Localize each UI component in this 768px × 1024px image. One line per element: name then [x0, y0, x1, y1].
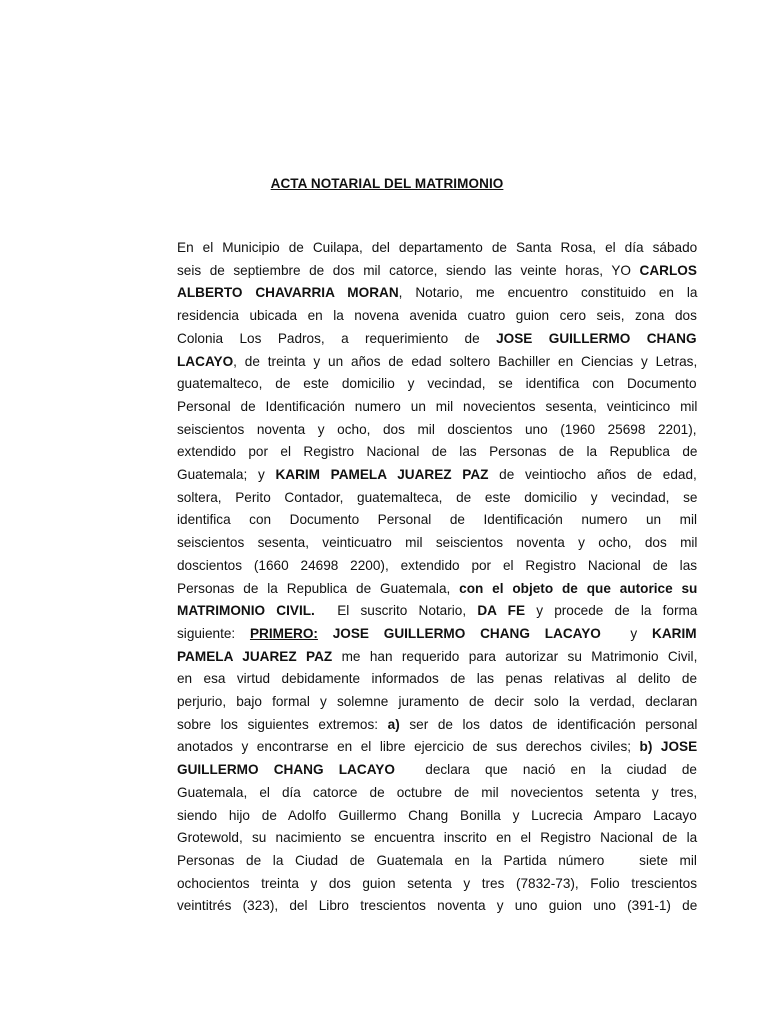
body-text-segment: anotados y encontrarse en el libre ejercicio de sus derechos civiles; [177, 739, 640, 755]
body-text-segment: me han requerido para autorizar su Matrimonio Civil, [332, 648, 698, 664]
body-text-bold: CARLOS [639, 262, 697, 278]
body-text-bold: GUILLERMO CHANG LACAYO [177, 762, 395, 778]
body-text-bold: PAMELA JUAREZ PAZ [177, 648, 333, 664]
body-line [177, 623, 697, 646]
body-text-bold: KARIM [652, 625, 697, 641]
body-line [177, 850, 697, 873]
body-text-segment: y [600, 625, 653, 641]
body-line [177, 827, 697, 850]
body-text-segment: ser de los datos de identificación personal [399, 716, 698, 732]
body-line [177, 736, 697, 759]
body-text-segment: El suscrito Notario, [314, 603, 478, 619]
body-line [177, 328, 697, 351]
body-text-bold: a) [387, 716, 400, 732]
body-line [177, 373, 697, 396]
body-text-segment: Personas de la Republica de Guatemala, [177, 580, 460, 596]
body-line [177, 509, 697, 532]
body-text-bold: ALBERTO CHAVARRIA MORAN [177, 285, 399, 301]
body-text-segment: soltera, Perito Contador, guatemalteca, de este domicilio y vecindad, se [177, 489, 698, 505]
body-text-segment: perjurio, bajo formal y solemne juramento de decir solo la verdad, declaran [177, 694, 698, 710]
body-text-bold: KARIM PAMELA JUAREZ PAZ [275, 467, 489, 483]
body-text-segment: Grotewold, su nacimiento se encuentra inscrito en el Registro Nacional de la [177, 830, 698, 846]
body-text-segment: Colonia Los Padros, a requerimiento de [177, 330, 497, 346]
document-title: ACTA NOTARIAL DEL MATRIMONIO [270, 176, 504, 191]
body-text-bold: con el objeto de que autorice su [459, 580, 698, 596]
body-text-segment: Personal de Identificación numero un mil novecientos sesenta, veinticinco mil [177, 398, 698, 414]
body-line [177, 555, 697, 578]
body-text-bold: JOSE GUILLERMO CHANG [496, 330, 697, 346]
body-line [177, 260, 697, 283]
body-text-segment: declara que nació en la ciudad de [394, 762, 697, 778]
body-text-segment: guatemalteco, de este domicilio y vecindad, se identifica con Documento [177, 376, 697, 392]
body-text-emphasis: PRIMERO: [249, 625, 318, 641]
body-line [177, 714, 697, 737]
body-line [177, 691, 697, 714]
body-text-bold: DA FE [477, 603, 526, 619]
body-text-segment: seis de septiembre de dos mil catorce, siendo las veinte horas, YO [177, 262, 640, 278]
body-text-segment: siendo hijo de Adolfo Guillermo Chang Bonilla y Lucrecia Amparo Lacayo [177, 807, 697, 823]
body-line [177, 441, 697, 464]
body-line [177, 805, 697, 828]
body-line [177, 668, 697, 691]
body-text-segment: Guatemala, el día catorce de octubre de mil novecientos setenta y tres, [177, 784, 698, 800]
body-text-segment: seiscientos sesenta, veinticuatro mil seiscientos noventa y ocho, dos mil [177, 535, 698, 551]
body-line [177, 600, 697, 623]
body-text-segment: veintitrés (323), del Libro trescientos noventa y uno guion uno (391-1) de [177, 898, 698, 914]
body-text-bold: MATRIMONIO CIVIL. [177, 603, 315, 619]
body-text-segment: sobre los siguientes extremos: [177, 716, 388, 732]
body-text-segment: doscientos (1660 24698 2200), extendido por el Registro Nacional de las [177, 557, 698, 573]
body-line [177, 532, 697, 555]
body-text-segment: siguiente: [177, 625, 250, 641]
body-line [177, 646, 697, 669]
body-text-segment: Personas de la Ciudad de Guatemala en la Partida número siete mil [177, 852, 697, 868]
body-line [177, 419, 697, 442]
body-line [177, 487, 697, 510]
body-text-segment: Guatemala; y [177, 467, 276, 483]
body-line [177, 464, 697, 487]
body-text-segment: seiscientos noventa y ocho, dos mil doscientos uno (1960 25698 2201), [177, 421, 697, 437]
body-text-bold: b) JOSE [639, 739, 698, 755]
body-line [177, 782, 697, 805]
body-text-segment: ochocientos treinta y dos guion setenta y tres (7832-73), Folio trescientos [177, 875, 698, 891]
body-text-segment: identifica con Documento Personal de Identificación numero un mil [177, 512, 697, 528]
body-line [177, 759, 697, 782]
body-line [177, 873, 697, 896]
body-line [177, 237, 697, 260]
body-text-segment: y procede de la forma [525, 603, 698, 619]
body-text-bold: JOSE GUILLERMO CHANG LACAYO [332, 625, 601, 641]
body-text-bold [250, 626, 318, 641]
body-text-segment: de veintiocho años de edad, [488, 467, 697, 483]
body-text-segment: , de treinta y un años de edad soltero Bachiller en Ciencias y Letras, [233, 353, 698, 369]
body-text-segment: en esa virtud debidamente informados de las penas relativas al delito de [177, 671, 698, 687]
body-line [177, 895, 697, 918]
body-line [177, 578, 697, 601]
body-text-segment [318, 626, 333, 641]
body-line [177, 396, 697, 419]
body-line [177, 305, 697, 328]
document-body [177, 237, 697, 918]
body-text-segment: extendido por el Registro Nacional de las Personas de la Republica de [177, 444, 698, 460]
body-text-segment: , Notario, me encuentro constituido en la [398, 285, 698, 301]
body-line [177, 282, 697, 305]
body-text-segment: residencia ubicada en la novena avenida cuatro guion cero seis, zona dos [177, 308, 697, 324]
body-text-bold: LACAYO [177, 353, 234, 369]
body-line [177, 351, 697, 374]
body-text-segment: En el Municipio de Cuilapa, del departamento de Santa Rosa, el día sábado [177, 240, 698, 255]
